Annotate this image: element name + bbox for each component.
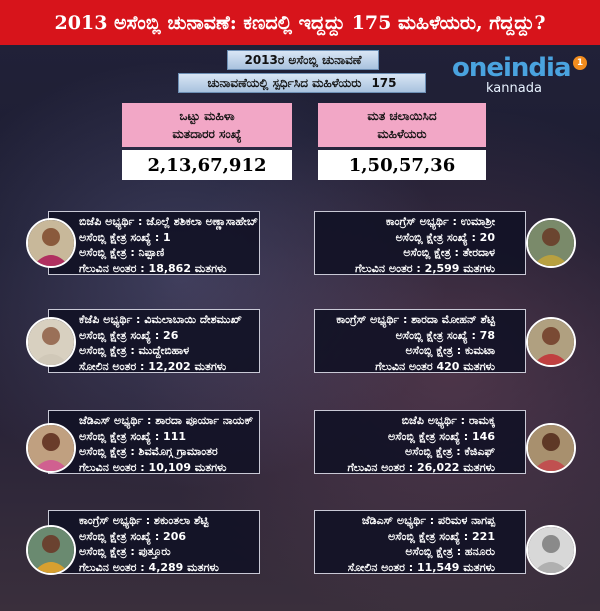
contest-label: ಚುನಾವಣೆಯಲ್ಲಿ ಸ್ಪರ್ಧಿಸಿದ ಮಹಿಳೆಯರು <box>207 75 362 90</box>
constituency-name: ಅಸೆಂಬ್ಲಿ ಕ್ಷೇತ್ರ : ನಿಪ್ಪಾಣಿ <box>79 246 165 259</box>
constituency-number: ಅಸೆಂಬ್ಲಿ ಕ್ಷೇತ್ರ ಸಂಖ್ಯೆ : 78 <box>395 328 495 342</box>
candidate-photo <box>26 317 76 367</box>
constituency-number: ಅಸೆಂಬ್ಲಿ ಕ್ಷೇತ್ರ ಸಂಖ್ಯೆ : 1 <box>79 230 171 244</box>
margin: ಗೆಲುವಿನ ಅಂತರ : 4,289 ಮತಗಳು <box>79 560 219 574</box>
margin: ಗೆಲುವಿನ ಅಂತರ 420 ಮತಗಳು <box>375 359 495 373</box>
portrait-icon <box>528 527 574 573</box>
candidate-party-name: ಜೆಡಿಎಸ್ ಅಭ್ಯರ್ಥಿ : ಪರಿಮಳ ನಾಗಪ್ಪ <box>361 514 495 527</box>
logo-main-text: oneindia <box>452 53 571 83</box>
stat-value-total-voters: 2,13,67,912 <box>122 150 292 180</box>
candidate-party-name: ಕೆಜೆಪಿ ಅಭ್ಯರ್ಥಿ : ವಿಮಲಾಬಾಯಿ ದೇಶಮುಖ್ <box>79 313 243 326</box>
candidate-party-name: ಬಿಜೆಪಿ ಅಭ್ಯರ್ಥಿ : ಜೊಲ್ಲೆ ಶಶಿಕಲಾ ಅಣ್ಣಾಸಾಹೇಬ್ <box>79 215 258 228</box>
margin: ಗೆಲುವಿನ ಅಂತರ : 2,599 ಮತಗಳು <box>355 261 495 275</box>
constituency-name: ಅಸೆಂಬ್ಲಿ ಕ್ಷೇತ್ರ : ಮುದ್ದೇಬಿಹಾಳ <box>79 344 190 357</box>
margin: ಸೋಲಿನ ಅಂತರ : 12,202 ಮತಗಳು <box>79 359 227 373</box>
candidate-photo <box>526 218 576 268</box>
headline-banner <box>0 0 600 45</box>
portrait-icon <box>528 425 574 471</box>
portrait-icon <box>28 220 74 266</box>
headline-text: 2013 ಅಸೆಂಬ್ಲಿ ಚುನಾವಣೆ: ಕಣದಲ್ಲಿ ಇದ್ದದ್ದು 175 ಮಹಿಳೆಯರು, ಗೆದ್ದದ್ದು? <box>54 11 546 34</box>
candidate-card <box>48 309 260 373</box>
margin: ಸೋಲಿನ ಅಂತರ : 11,549 ಮತಗಳು <box>347 560 495 574</box>
margin: ಗೆಲುವಿನ ಅಂತರ : 26,022 ಮತಗಳು <box>347 460 495 474</box>
constituency-number: ಅಸೆಂಬ್ಲಿ ಕ್ಷೇತ್ರ ಸಂಖ್ಯೆ : 206 <box>79 529 187 543</box>
candidate-party-name: ಕಾಂಗ್ರೆಸ್ ಅಭ್ಯರ್ಥಿ : ಉಮಾಶ್ರೀ <box>385 215 495 228</box>
candidate-photo <box>26 525 76 575</box>
subtitle-pill <box>227 50 379 70</box>
constituency-name: ಅಸೆಂಬ್ಲಿ ಕ್ಷೇತ್ರ : ಪುತ್ತೂರು <box>79 545 171 558</box>
stat-label-line: ಮತ ಚಲಾಯಿಸಿದ <box>367 109 437 123</box>
constituency-name: ಅಸೆಂಬ್ಲಿ ಕ್ಷೇತ್ರ : ಕುಮಟಾ <box>405 344 495 357</box>
contest-value: 175 <box>371 76 397 90</box>
candidate-party-name: ಜೆಡಿಎಸ್ ಅಭ್ಯರ್ಥಿ : ಶಾರದಾ ಪೂರ್ಯಾ ನಾಯಕ್ <box>79 414 254 427</box>
margin: ಗೆಲುವಿನ ಅಂತರ : 18,862 ಮತಗಳು <box>79 261 227 275</box>
candidate-card <box>314 309 526 373</box>
candidate-party-name: ಕಾಂಗ್ರೆಸ್ ಅಭ್ಯರ್ಥಿ : ಶಾರದಾ ಮೋಹನ್ ಶೆಟ್ಟಿ <box>336 313 495 326</box>
constituency-number: ಅಸೆಂಬ್ಲಿ ಕ್ಷೇತ್ರ ಸಂಖ್ಯೆ : 221 <box>387 529 495 543</box>
logo-sub-text: kannada <box>486 81 542 96</box>
constituency-name: ಅಸೆಂಬ್ಲಿ ಕ್ಷೇತ್ರ : ಕೆಜಿಎಫ್ <box>404 445 495 458</box>
portrait-icon <box>528 319 574 365</box>
stat-label-line: ಒಟ್ಟು ಮಹಿಳಾ <box>179 109 235 123</box>
candidate-card <box>314 410 526 474</box>
candidate-photo <box>26 218 76 268</box>
constituency-number: ಅಸೆಂಬ್ಲಿ ಕ್ಷೇತ್ರ ಸಂಖ್ಯೆ : 20 <box>395 230 495 244</box>
candidate-photo <box>526 423 576 473</box>
stat-value-voted: 1,50,57,36 <box>318 150 486 180</box>
stat-label-voted <box>318 103 486 147</box>
candidate-photo <box>26 423 76 473</box>
candidate-card <box>48 211 260 275</box>
candidate-party-name: ಬಿಜೆಪಿ ಅಭ್ಯರ್ಥಿ : ರಾಮಕ್ಕ <box>401 414 495 427</box>
constituency-name: ಅಸೆಂಬ್ಲಿ ಕ್ಷೇತ್ರ : ಹನೂರು <box>405 545 495 558</box>
portrait-icon <box>528 220 574 266</box>
portrait-icon <box>28 319 74 365</box>
contest-pill <box>178 73 426 93</box>
candidate-party-name: ಕಾಂಗ್ರೆಸ್ ಅಭ್ಯರ್ಥಿ : ಶಕುಂತಲಾ ಶೆಟ್ಟಿ <box>79 514 209 527</box>
stat-label-total-voters <box>122 103 292 147</box>
margin: ಗೆಲುವಿನ ಅಂತರ : 10,109 ಮತಗಳು <box>79 460 227 474</box>
constituency-number: ಅಸೆಂಬ್ಲಿ ಕ್ಷೇತ್ರ ಸಂಖ್ಯೆ : 111 <box>79 429 187 443</box>
candidate-photo <box>526 525 576 575</box>
portrait-icon <box>28 425 74 471</box>
constituency-number: ಅಸೆಂಬ್ಲಿ ಕ್ಷೇತ್ರ ಸಂಖ್ಯೆ : 26 <box>79 328 179 342</box>
portrait-icon <box>28 527 74 573</box>
constituency-number: ಅಸೆಂಬ್ಲಿ ಕ್ಷೇತ್ರ ಸಂಖ್ಯೆ : 146 <box>387 429 495 443</box>
candidate-photo <box>526 317 576 367</box>
logo-badge: 1 <box>573 56 587 70</box>
candidate-card <box>48 510 260 574</box>
subtitle-text: 2013ರ ಅಸೆಂಬ್ಲಿ ಚುನಾವಣೆ <box>244 52 362 67</box>
oneindia-logo <box>452 54 592 104</box>
stat-label-line: ಮಹಿಳೆಯರು <box>377 127 427 141</box>
candidate-card <box>314 211 526 275</box>
stat-label-line: ಮತದಾರರ ಸಂಖ್ಯೆ <box>172 127 242 141</box>
candidate-card <box>314 510 526 574</box>
candidate-card <box>48 410 260 474</box>
constituency-name: ಅಸೆಂಬ್ಲಿ ಕ್ಷೇತ್ರ : ತೇರದಾಳ <box>403 246 495 259</box>
constituency-name: ಅಸೆಂಬ್ಲಿ ಕ್ಷೇತ್ರ : ಶಿವಮೊಗ್ಗ ಗ್ರಾಮಾಂತರ <box>79 445 218 458</box>
